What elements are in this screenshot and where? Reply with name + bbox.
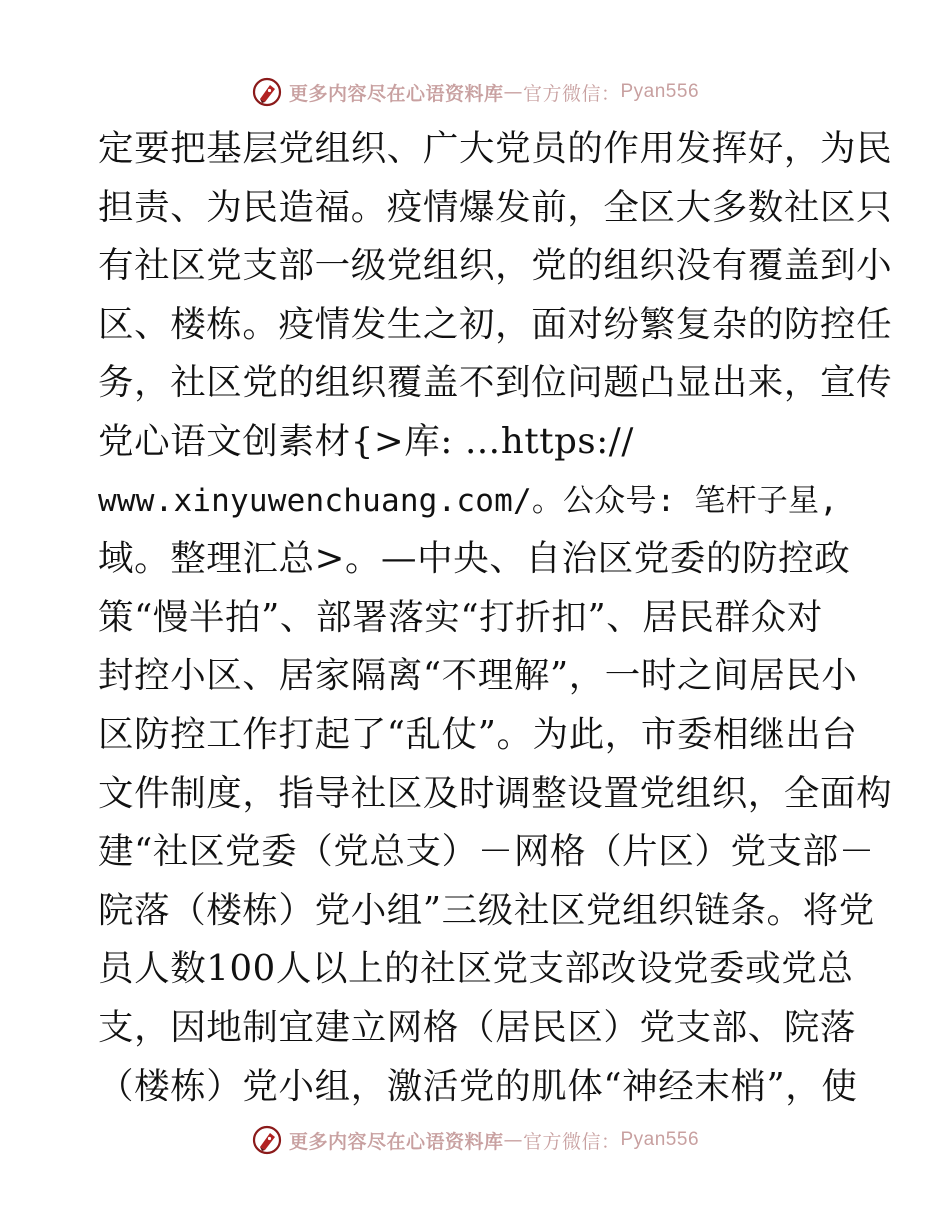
body-line: 区、楼栋。疫情发生之初，面对纷繁复杂的防控任 [98,303,893,345]
header-main-text: 更多内容尽在心语资料库 [288,82,504,105]
header-wechat-id: Pyan556 [620,81,700,102]
header-banner-text [289,79,699,106]
body-line: 定要把基层党组织、广大党员的作用发挥好，为民 [98,128,893,169]
body-line: 封控小区、居家隔离“不理解”，一时之间居民小 [98,655,858,697]
body-line: 文件制度，指导社区及时调整设置党组织，全面构 [98,772,893,814]
footer-wechat-id: Pyan556 [620,1129,700,1150]
footer-banner-text [289,1127,699,1154]
body-line: 有社区党支部一级党组织，党的组织没有覆盖到小 [98,245,893,287]
body-line: 域。整理汇总>。—中央、自治区党委的防控政 [98,538,851,580]
footer-main-text: 更多内容尽在心语资料库 [288,1130,504,1153]
body-line: 院落（楼栋）党小组”三级社区党组织链条。将党 [98,889,875,931]
footer-banner [0,1120,950,1160]
footer-separator: — [503,1129,523,1151]
document-body [98,120,893,1116]
body-line: （楼栋）党小组，激活党的肌体“神经末梢”，使 [98,1065,858,1107]
body-line: 区防控工作打起了“乱仗”。为此，市委相继出台 [98,713,858,755]
body-line: 务，社区党的组织覆盖不到位问题凸显出来，宣传 [98,362,893,404]
body-line: 员人数100人以上的社区党支部改设党委或党总 [98,948,854,990]
header-banner [0,72,950,112]
body-line: 党心语文创素材{>库: …https:// [98,420,634,462]
header-official-label: 官方微信： [522,82,621,105]
header-separator: — [503,81,523,103]
pen-nib-logo-icon [251,1124,283,1156]
body-line: 策“慢半拍”、部署落实“打折扣”、居民群众对 [98,596,823,638]
body-line: 建“社区党委（党总支）－网格（片区）党支部－ [98,831,875,873]
body-line: 支，因地制宜建立网格（居民区）党支部、院落 [98,1006,857,1048]
body-line: 担责、为民造福。疫情爆发前，全区大多数社区只 [98,186,893,228]
body-line-url: www.xinyuwenchuang.com/。公众号: 笔杆子星, [98,482,839,519]
footer-official-label: 官方微信： [522,1130,621,1153]
pen-nib-logo-icon [251,76,283,108]
